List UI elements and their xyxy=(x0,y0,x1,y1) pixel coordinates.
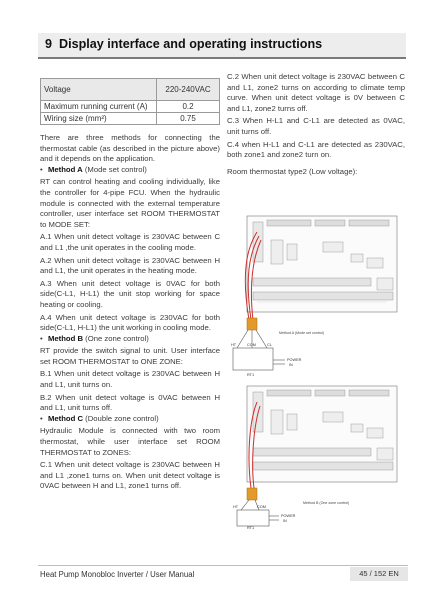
right-column xyxy=(227,72,405,177)
method-a-caption: Method A (Mode set control) xyxy=(279,331,324,335)
label-in: IN xyxy=(289,363,293,367)
b2-paragraph: B.2 When unit detect voltage is 0VAC between H and L1, unit turns off. xyxy=(40,392,220,413)
spec-header-value: 220-240VAC xyxy=(157,79,220,101)
section-title-text: Display interface and operating instructions xyxy=(59,37,323,51)
method-a-paragraph: RT can control heating and cooling individually, like the controller for 4-pipe FCU. When the hydraulic module is connected with the external temperature controller, user interface set ROOM THERMOSTAT to MODE SET: xyxy=(40,177,220,229)
page-number: 45 / 152 EN xyxy=(350,567,408,581)
method-c-heading xyxy=(40,414,220,425)
c2-paragraph: C.2 When unit detect voltage is 230VAC between C and L1, zone2 turns on according to climate temp curve. When unit detect voltage is 0V between C and L1, zone2 turns off. xyxy=(227,72,405,113)
method-c-name: Method C xyxy=(48,413,84,423)
b1-paragraph: B.1 When unit detect voltage is 230VAC between H and L1, unit turns on. xyxy=(40,369,220,390)
label-power: POWER xyxy=(287,358,302,362)
bullet-icon: • xyxy=(40,413,43,423)
thermostat-icon xyxy=(237,510,269,526)
label-cl: CL xyxy=(267,343,272,347)
label-power: POWER xyxy=(281,514,296,518)
a3-paragraph: A.3 When unit detect voltage is 0VAC for both side(C-L1, H-L1) the unit stop working for space heating or cooling. xyxy=(40,278,220,309)
method-b-desc: (One zone control) xyxy=(85,333,149,343)
wiring-diagram xyxy=(227,208,405,530)
method-b-heading xyxy=(40,334,220,345)
spec-table xyxy=(40,78,220,125)
c1-paragraph: C.1 When unit detect voltage is 230VAC between H and L1 ,zone1 turns on. When unit detect voltage is 0VAC between H and L1, zone1 turns off. xyxy=(40,460,220,491)
method-a-name: Method A xyxy=(48,164,83,174)
bullet-icon: • xyxy=(40,333,43,343)
c3-paragraph: C.3 When H-L1 and C-L1 are detected as 0VAC, unit turns off. xyxy=(227,116,405,136)
method-a-desc: (Mode set control) xyxy=(84,164,147,174)
section-number: 9 xyxy=(45,37,53,51)
a1-paragraph: A.1 When unit detect voltage is 230VAC between C and L1 ,the unit operates in the cooling mode. xyxy=(40,232,220,252)
spec-row xyxy=(41,113,220,125)
bullet-icon: • xyxy=(40,164,43,174)
left-column xyxy=(40,78,220,492)
method-b-caption: Method B (One zone control) xyxy=(303,501,350,505)
method-a-heading xyxy=(40,165,220,176)
label-ht: HT xyxy=(231,343,237,347)
spec-row xyxy=(41,101,220,113)
footer-divider xyxy=(38,565,408,566)
connector-icon xyxy=(247,318,257,330)
label-rt1: RT1 xyxy=(247,526,255,530)
control-board-top xyxy=(247,216,397,312)
section-title xyxy=(45,37,322,51)
label-ht: HT xyxy=(233,505,239,509)
spec-row-label: Maximum running current (A) xyxy=(41,101,157,113)
spec-header-label: Voltage xyxy=(41,79,157,101)
footer-manual-title: Heat Pump Monobloc Inverter / User Manual xyxy=(40,570,195,579)
label-in: IN xyxy=(283,519,287,523)
intro-paragraph: There are three methods for connecting the thermostat cable (as described in the picture above) and it depends on the application. xyxy=(40,133,220,164)
method-c-paragraph: Hydraulic Module is connected with two room thermostat, while user interface set ROOM THERMOSTAT to ZONES: xyxy=(40,426,220,457)
method-c-desc: (Double zone control) xyxy=(85,413,159,423)
label-com: COM xyxy=(247,343,256,347)
a4-paragraph: A.4 When unit detect voltage is 230VAC for both side(C-L1, H-L1) the unit working in cooling mode. xyxy=(40,312,220,333)
method-b-paragraph: RT provide the switch signal to unit. User interface set ROOM THERMOSTAT to ONE ZONE: xyxy=(40,346,220,366)
method-b-name: Method B xyxy=(48,333,84,343)
control-board-bottom xyxy=(247,386,397,482)
label-com: COM xyxy=(257,505,266,509)
label-rt1: RT1 xyxy=(247,373,255,377)
spec-header-row xyxy=(41,79,220,101)
diagram-title: Room thermostat type2 (Low voltage): xyxy=(227,166,358,176)
a2-paragraph: A.2 When unit detect voltage is 230VAC between H and L1, the unit operates in the heating mode. xyxy=(40,255,220,276)
spec-row-value: 0.2 xyxy=(157,101,220,113)
thermostat-icon xyxy=(233,348,273,370)
spec-row-label: Wiring size (mm²) xyxy=(41,113,157,125)
section-header xyxy=(38,33,406,59)
spec-row-value: 0.75 xyxy=(157,113,220,125)
connector-icon xyxy=(247,488,257,500)
c4-paragraph: C.4 when H-L1 and C-L1 are detected as 230VAC, both zone1 and zone2 turn on. xyxy=(227,139,405,160)
